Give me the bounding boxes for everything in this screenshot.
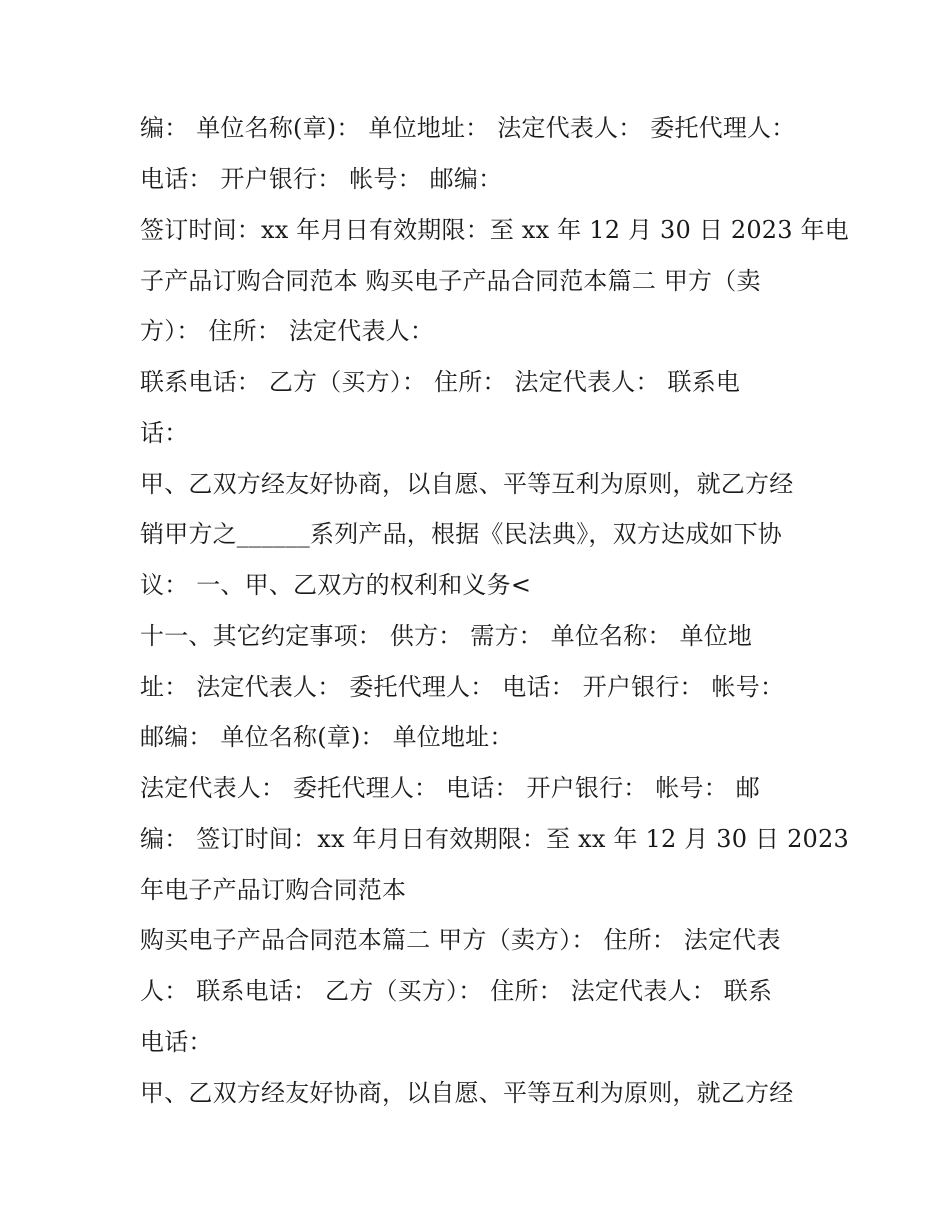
text-line: 议： 一、甲、乙双方的权利和义务< <box>140 571 532 599</box>
text-line: 编： 单位名称(章)： 单位地址： 法定代表人： 委托代理人： <box>140 114 796 142</box>
text-line: 话： <box>140 419 189 447</box>
text-line: 方）： 住所： 法定代表人： <box>140 317 435 345</box>
text-line: 邮编： 单位名称(章)： 单位地址： <box>140 723 514 751</box>
text-line: 联系电话： 乙方（买方）： 住所： 法定代表人： 联系电 <box>140 368 741 396</box>
text-line: 电话： 开户银行： 帐号： 邮编： <box>140 165 503 193</box>
text-line: 子产品订购合同范本 购买电子产品合同范本篇二 甲方（卖 <box>140 267 761 295</box>
text-line: 甲、乙双方经友好协商，以自愿、平等互利为原则，就乙方经 <box>140 470 794 498</box>
text-line: 甲、乙双方经友好协商，以自愿、平等互利为原则，就乙方经 <box>140 1079 794 1107</box>
text-line: 销甲方之______系列产品，根据《民法典》，双方达成如下协 <box>140 520 782 548</box>
text-line: 编： 签订时间：xx 年月日有效期限：至 xx 年 12 月 30 日 2023 <box>140 825 849 853</box>
text-line: 购买电子产品合同范本篇二 甲方（卖方）： 住所： 法定代表 <box>140 926 781 954</box>
text-line: 人： 联系电话： 乙方（买方）： 住所： 法定代表人： 联系 <box>140 977 773 1005</box>
text-line: 电话： <box>140 1028 213 1056</box>
text-line: 十一、其它约定事项： 供方： 需方： 单位名称： 单位地 <box>140 622 753 650</box>
text-line: 年电子产品订购合同范本 <box>140 876 407 904</box>
text-line: 签订时间：xx 年月日有效期限：至 xx 年 12 月 30 日 2023 年电 <box>140 216 849 244</box>
text-line: 法定代表人： 委托代理人： 电话： 开户银行： 帐号： 邮 <box>140 774 760 802</box>
text-line: 址： 法定代表人： 委托代理人： 电话： 开户银行： 帐号： <box>140 673 785 701</box>
